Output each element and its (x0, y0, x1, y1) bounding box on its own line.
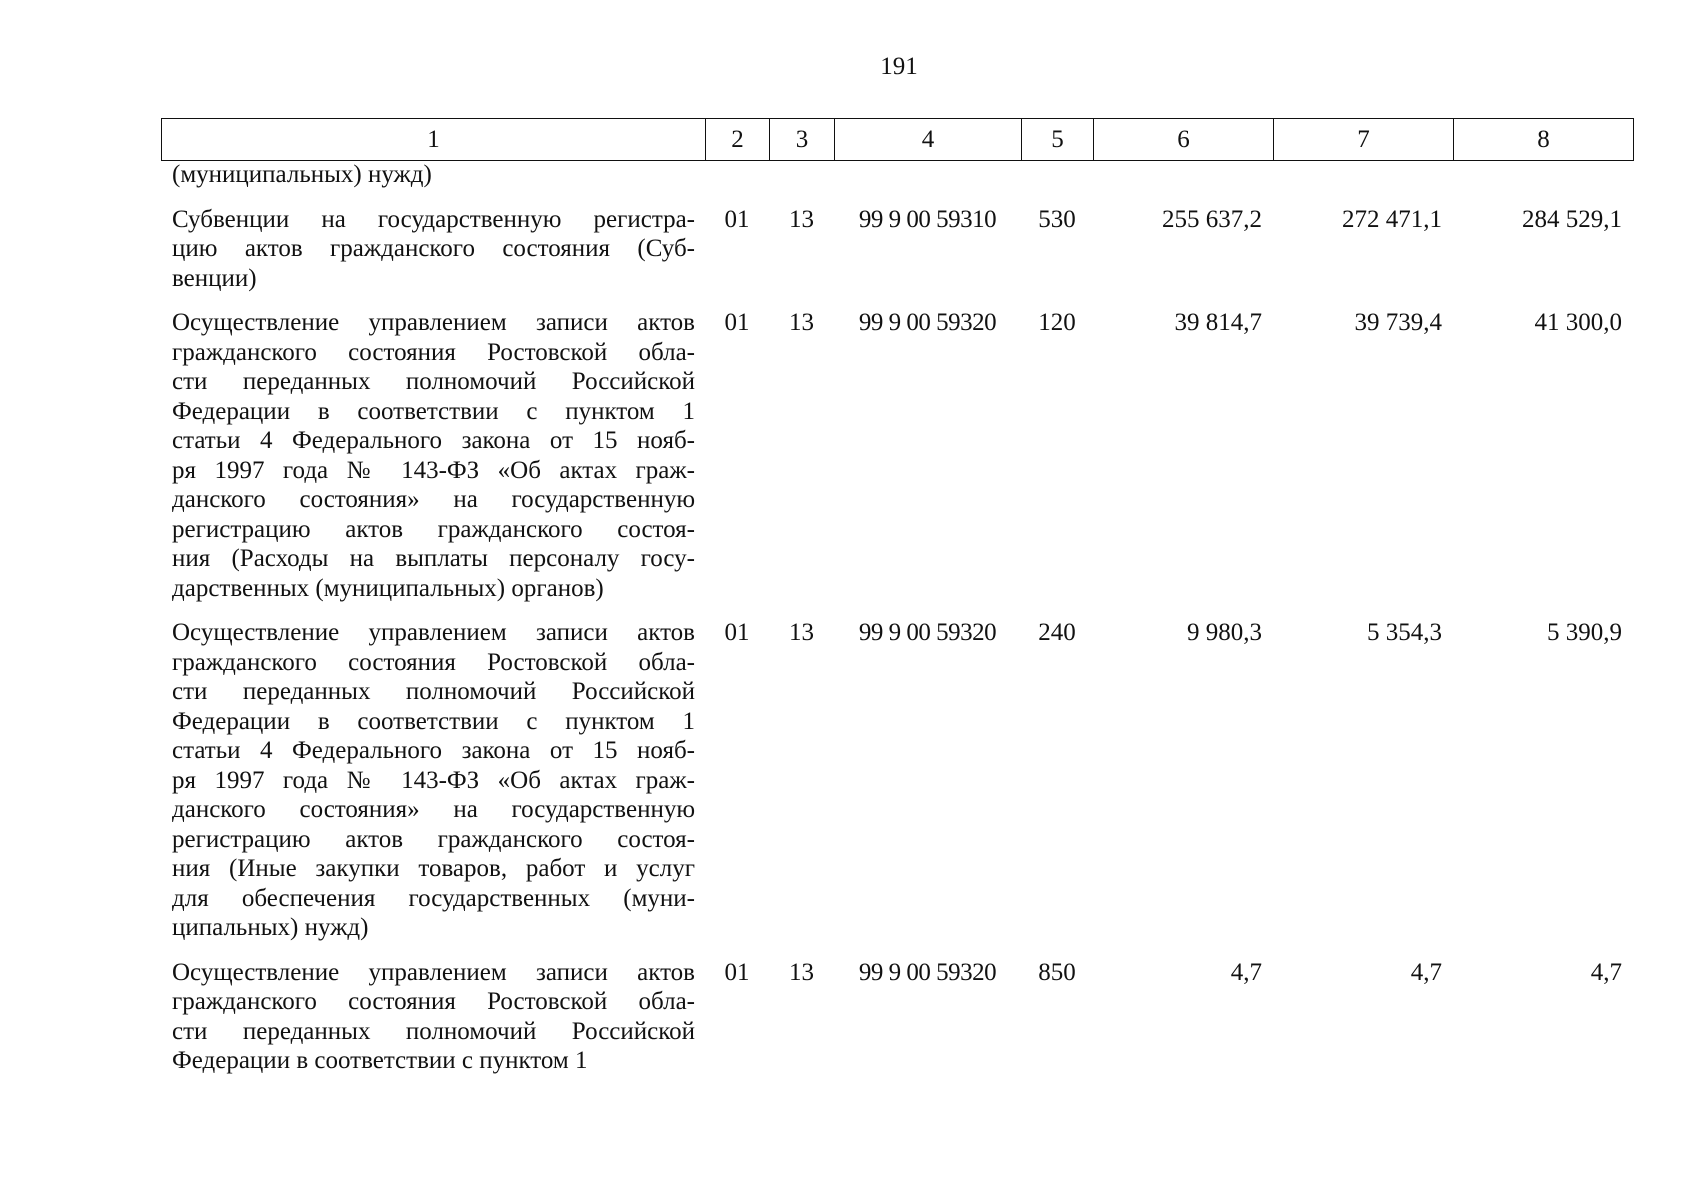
description-line: для обеспечения государственных (муни- (172, 884, 695, 912)
target-article-code: 99 9 00 59320 (858, 309, 997, 336)
description-line: Осуществление управлением записи актов (172, 309, 695, 336)
target-article-code: 99 9 00 59320 (858, 958, 997, 986)
expense-type-code (1021, 160, 1093, 190)
amount-year-3 (1453, 160, 1633, 190)
description-line: гражданского состояния Ростовской обла- (172, 988, 695, 1015)
column-header-table (161, 118, 1634, 161)
amount-year-1: 9 980,3 (1187, 619, 1262, 646)
row-description (161, 190, 705, 294)
subsection-code: 13 (789, 619, 814, 646)
description-line: венции) (172, 264, 257, 292)
section-code (705, 160, 769, 190)
target-article-code: 99 9 00 59310 (858, 205, 997, 233)
amount-year-1: 39 814,7 (1174, 309, 1262, 336)
page-number: 191 (880, 53, 918, 80)
row-description (161, 293, 705, 603)
amount-year-3: 5 390,9 (1547, 619, 1622, 646)
description-line: данского состояния» на государственную (172, 796, 695, 823)
description-line: Осуществление управлением записи актов (172, 619, 695, 646)
column-header-2: 2 (706, 119, 770, 161)
subsection-code: 13 (789, 958, 814, 986)
expense-type-code: 530 (1038, 205, 1076, 233)
target-article-code (834, 160, 1021, 190)
description-line: статьи 4 Федерального закона от 15 нояб- (172, 737, 695, 764)
table-row (161, 190, 1633, 294)
section-code: 01 (724, 958, 750, 986)
amount-year-2: 5 354,3 (1367, 619, 1442, 646)
expense-type-code: 120 (1038, 309, 1076, 336)
table-row (161, 603, 1633, 943)
column-header-1: 1 (162, 119, 706, 161)
budget-table-body (161, 160, 1633, 1076)
amount-year-3: 41 300,0 (1534, 309, 1622, 336)
description-line: статьи 4 Федерального закона от 15 нояб- (172, 427, 695, 454)
amount-year-1: 4,7 (1230, 958, 1262, 986)
amount-year-2 (1273, 160, 1453, 190)
amount-year-2: 4,7 (1410, 958, 1442, 986)
table-row (161, 293, 1633, 603)
description-line: ния (Расходы на выплаты персоналу госу- (172, 545, 695, 572)
section-code: 01 (724, 309, 750, 336)
section-code: 01 (724, 205, 750, 233)
column-header-row (162, 119, 1634, 161)
description-line: ципальных) нужд) (172, 914, 369, 941)
description-line: Федерации в соответствии с пунктом 1 (172, 397, 695, 425)
amount-year-1: 255 637,2 (1162, 205, 1262, 233)
description-line: Субвенции на государственную регистра- (172, 205, 695, 233)
description-line: регистрацию актов гражданского состоя- (172, 515, 695, 543)
column-header-3: 3 (770, 119, 835, 161)
table-row (161, 943, 1633, 1076)
description-line: сти переданных полномочий Российской (172, 368, 695, 395)
description-line: дарственных (муниципальных) органов) (172, 574, 604, 602)
expense-type-code: 850 (1038, 958, 1076, 986)
subsection-code (769, 160, 834, 190)
description-line: Осуществление управлением записи актов (172, 958, 695, 986)
amount-year-1 (1093, 160, 1273, 190)
subsection-code: 13 (789, 309, 814, 336)
row-description (161, 603, 705, 943)
description-line: ря 1997 года № 143-ФЗ «Об актах граж- (172, 766, 695, 794)
subsection-code: 13 (789, 205, 814, 233)
description-line: сти переданных полномочий Российской (172, 678, 695, 705)
section-code: 01 (724, 619, 750, 646)
amount-year-2: 272 471,1 (1342, 205, 1442, 233)
amount-year-3: 4,7 (1590, 958, 1622, 986)
description-line: гражданского состояния Ростовской обла- (172, 648, 695, 676)
row-description (161, 160, 705, 190)
column-header-6: 6 (1094, 119, 1274, 161)
column-header-4: 4 (835, 119, 1022, 161)
description-line: сти переданных полномочий Российской (172, 1017, 695, 1045)
row-description (161, 943, 705, 1076)
description-line: (муниципальных) нужд) (172, 161, 432, 188)
description-line: регистрацию актов гражданского состоя- (172, 825, 695, 853)
description-line: ря 1997 года № 143-ФЗ «Об актах граж- (172, 456, 695, 484)
column-header-8: 8 (1454, 119, 1634, 161)
description-line: ния (Иные закупки товаров, работ и услуг (172, 855, 695, 882)
table-row (161, 160, 1633, 190)
target-article-code: 99 9 00 59320 (858, 619, 997, 646)
amount-year-3: 284 529,1 (1522, 205, 1622, 233)
description-line: гражданского состояния Ростовской обла- (172, 338, 695, 366)
amount-year-2: 39 739,4 (1354, 309, 1442, 336)
expense-type-code: 240 (1038, 619, 1076, 646)
column-header-7: 7 (1274, 119, 1454, 161)
description-line: Федерации в соответствии с пунктом 1 (172, 707, 695, 735)
description-line: цию актов гражданского состояния (Суб- (172, 235, 695, 262)
column-header-5: 5 (1022, 119, 1094, 161)
description-line: Федерации в соответствии с пунктом 1 (172, 1047, 588, 1074)
description-line: данского состояния» на государственную (172, 486, 695, 513)
